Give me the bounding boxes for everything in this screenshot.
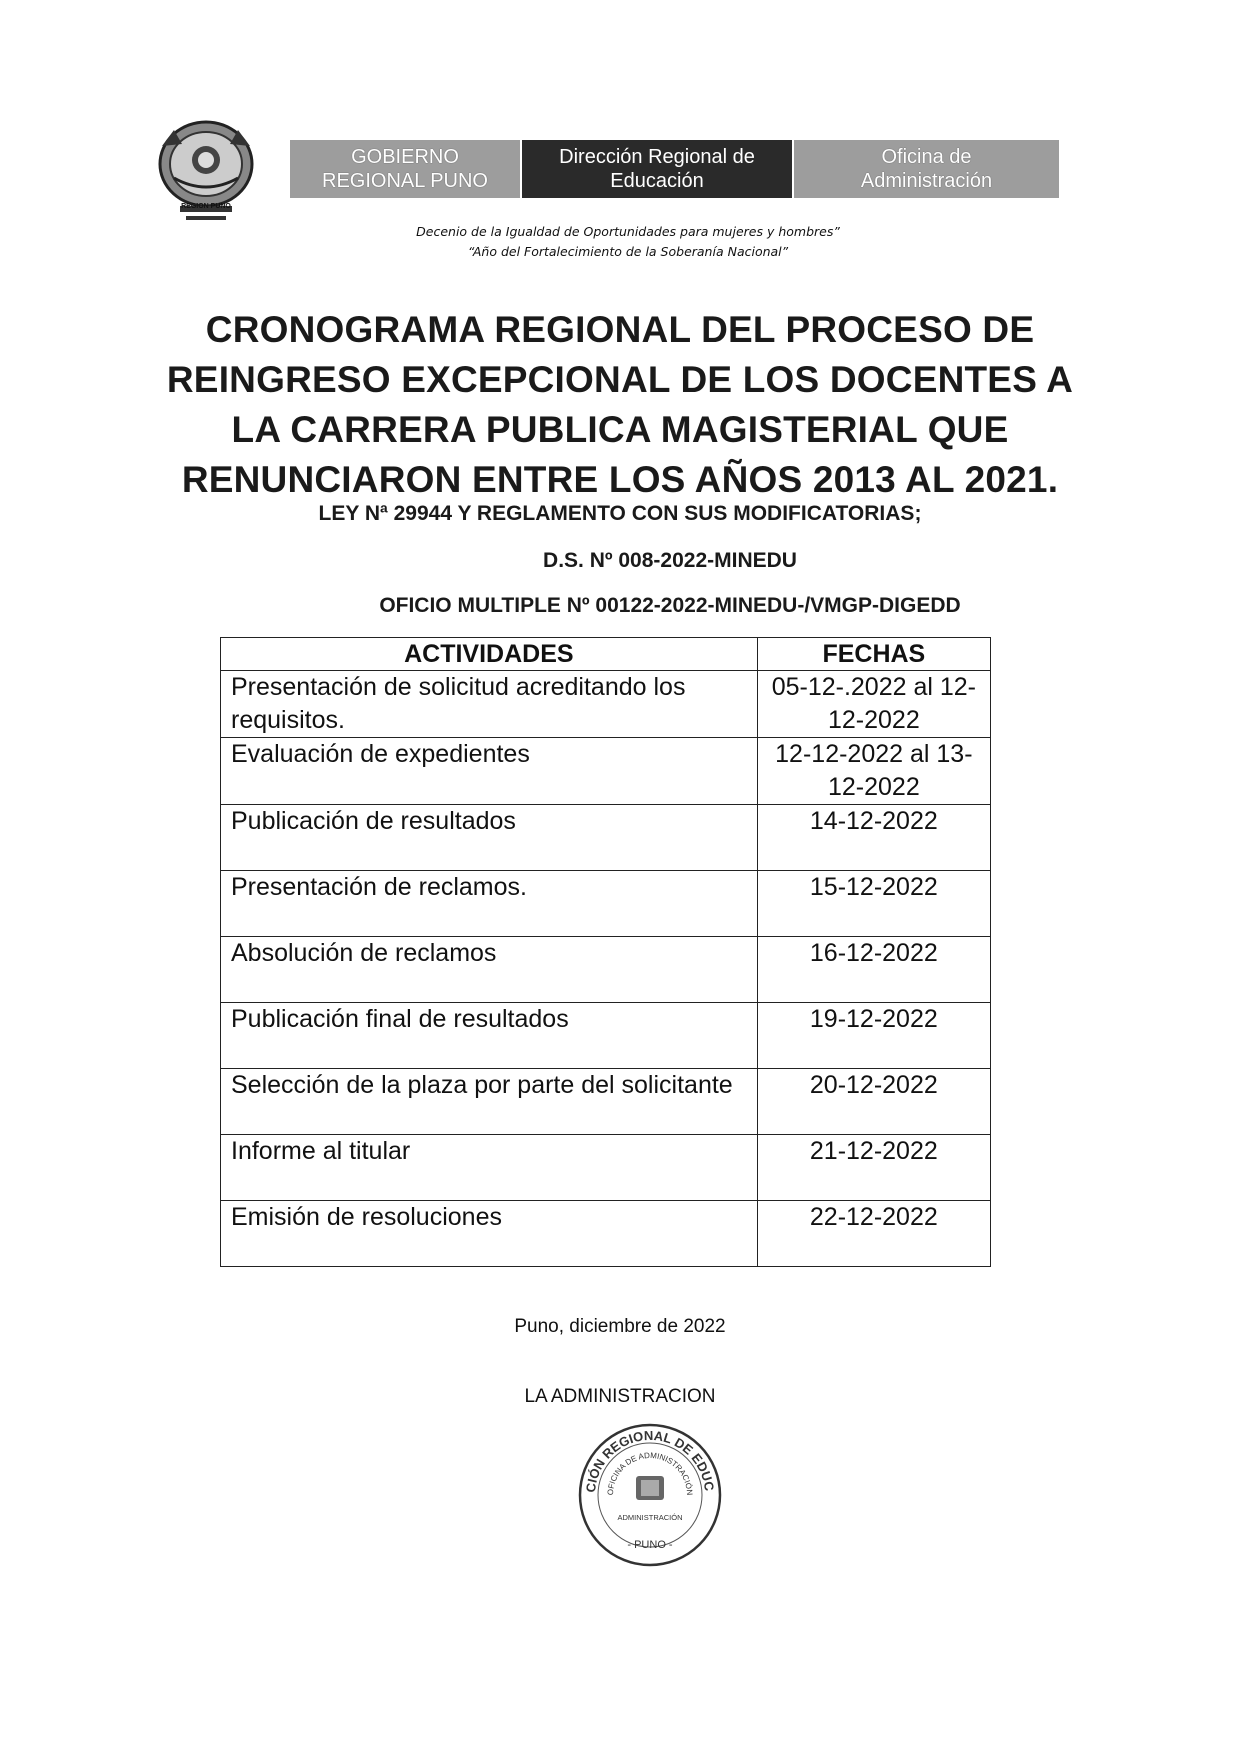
actividad-cell: Informe al titular [221,1135,758,1201]
table-row [221,937,991,1003]
signer-label: LA ADMINISTRACION [524,1386,716,1407]
actividad-cell: Presentación de reclamos. [221,871,758,937]
table-row [221,1201,991,1267]
fecha-cell: 05-12-.2022 al 12-12-2022 [757,671,990,738]
svg-text:OFICINA DE ADMINISTRACIÓN: OFICINA DE ADMINISTRACIÓN [605,1450,695,1496]
gobierno-regional-band: GOBIERNO REGIONAL PUNO [290,140,520,198]
actividad-cell: Absolución de reclamos [221,937,758,1003]
actividad-cell: Selección de la plaza por parte del solicitante [221,1069,758,1135]
actividad-cell: Publicación final de resultados [221,1003,758,1069]
ds-subtitle: D.S. Nº 008-2022-MINEDU [543,549,797,572]
header-actividades: ACTIVIDADES [221,638,758,671]
actividad-cell: Publicación de resultados [221,805,758,871]
oficina-administracion-band: Oficina de Administración [794,140,1059,198]
fecha-cell: 19-12-2022 [757,1003,990,1069]
table-header-row [221,638,991,671]
svg-text:- PUNO -: - PUNO - [627,1539,673,1551]
header-banner [290,140,1059,198]
fecha-cell: 12-12-2022 al 13-12-2022 [757,738,990,805]
schedule-table [220,637,991,1267]
fecha-cell: 20-12-2022 [757,1069,990,1135]
header-fechas: FECHAS [757,638,990,671]
oficio-subtitle: OFICIO MULTIPLE Nº 00122-2022-MINEDU-/VMGP-DIGEDD [379,594,961,617]
table-row [221,805,991,871]
table-row [221,1135,991,1201]
svg-text:DIRECCIÓN REGIONAL DE EDUCACIÓ: CIÓN REGIONAL DE EDUC [582,1427,717,1494]
ley-subtitle: LEY Nª 29944 Y REGLAMENTO CON SUS MODIFICATORIAS; [318,502,922,525]
actividad-cell: Evaluación de expedientes [221,738,758,805]
table-row [221,738,991,805]
logo-caption: REGION PUNO [181,203,231,210]
table-row [221,671,991,738]
official-seal [575,1420,725,1570]
direccion-regional-band: Dirección Regional de Educación [522,140,792,198]
table-row [221,1003,991,1069]
fecha-cell: 16-12-2022 [757,937,990,1003]
actividad-cell: Emisión de resoluciones [221,1201,758,1267]
fecha-cell: 21-12-2022 [757,1135,990,1201]
table-row [221,871,991,937]
table-row [221,1069,991,1135]
fecha-cell: 15-12-2022 [757,871,990,937]
actividad-cell: Presentación de solicitud acreditando los requisitos. [221,671,758,738]
svg-text:ADMINISTRACIÓN: ADMINISTRACIÓN [617,1513,683,1522]
place-date: Puno, diciembre de 2022 [514,1316,726,1337]
fecha-cell: 22-12-2022 [757,1201,990,1267]
page-title: CRONOGRAMA REGIONAL DEL PROCESO DE REINGRESO EXCEPCIONAL DE LOS DOCENTES A LA CARRERA PUBLICA MAGISTERIAL QUE RENUNCIARON ENTRE LOS AÑOS 2013 AL 2021. [166,309,1074,500]
fecha-cell: 14-12-2022 [757,805,990,871]
decenio-text: Decenio de la Igualdad de Oportunidades para mujeres y hombres” “Año del Fortalecimiento de la Soberanía Nacional” [416,224,840,259]
